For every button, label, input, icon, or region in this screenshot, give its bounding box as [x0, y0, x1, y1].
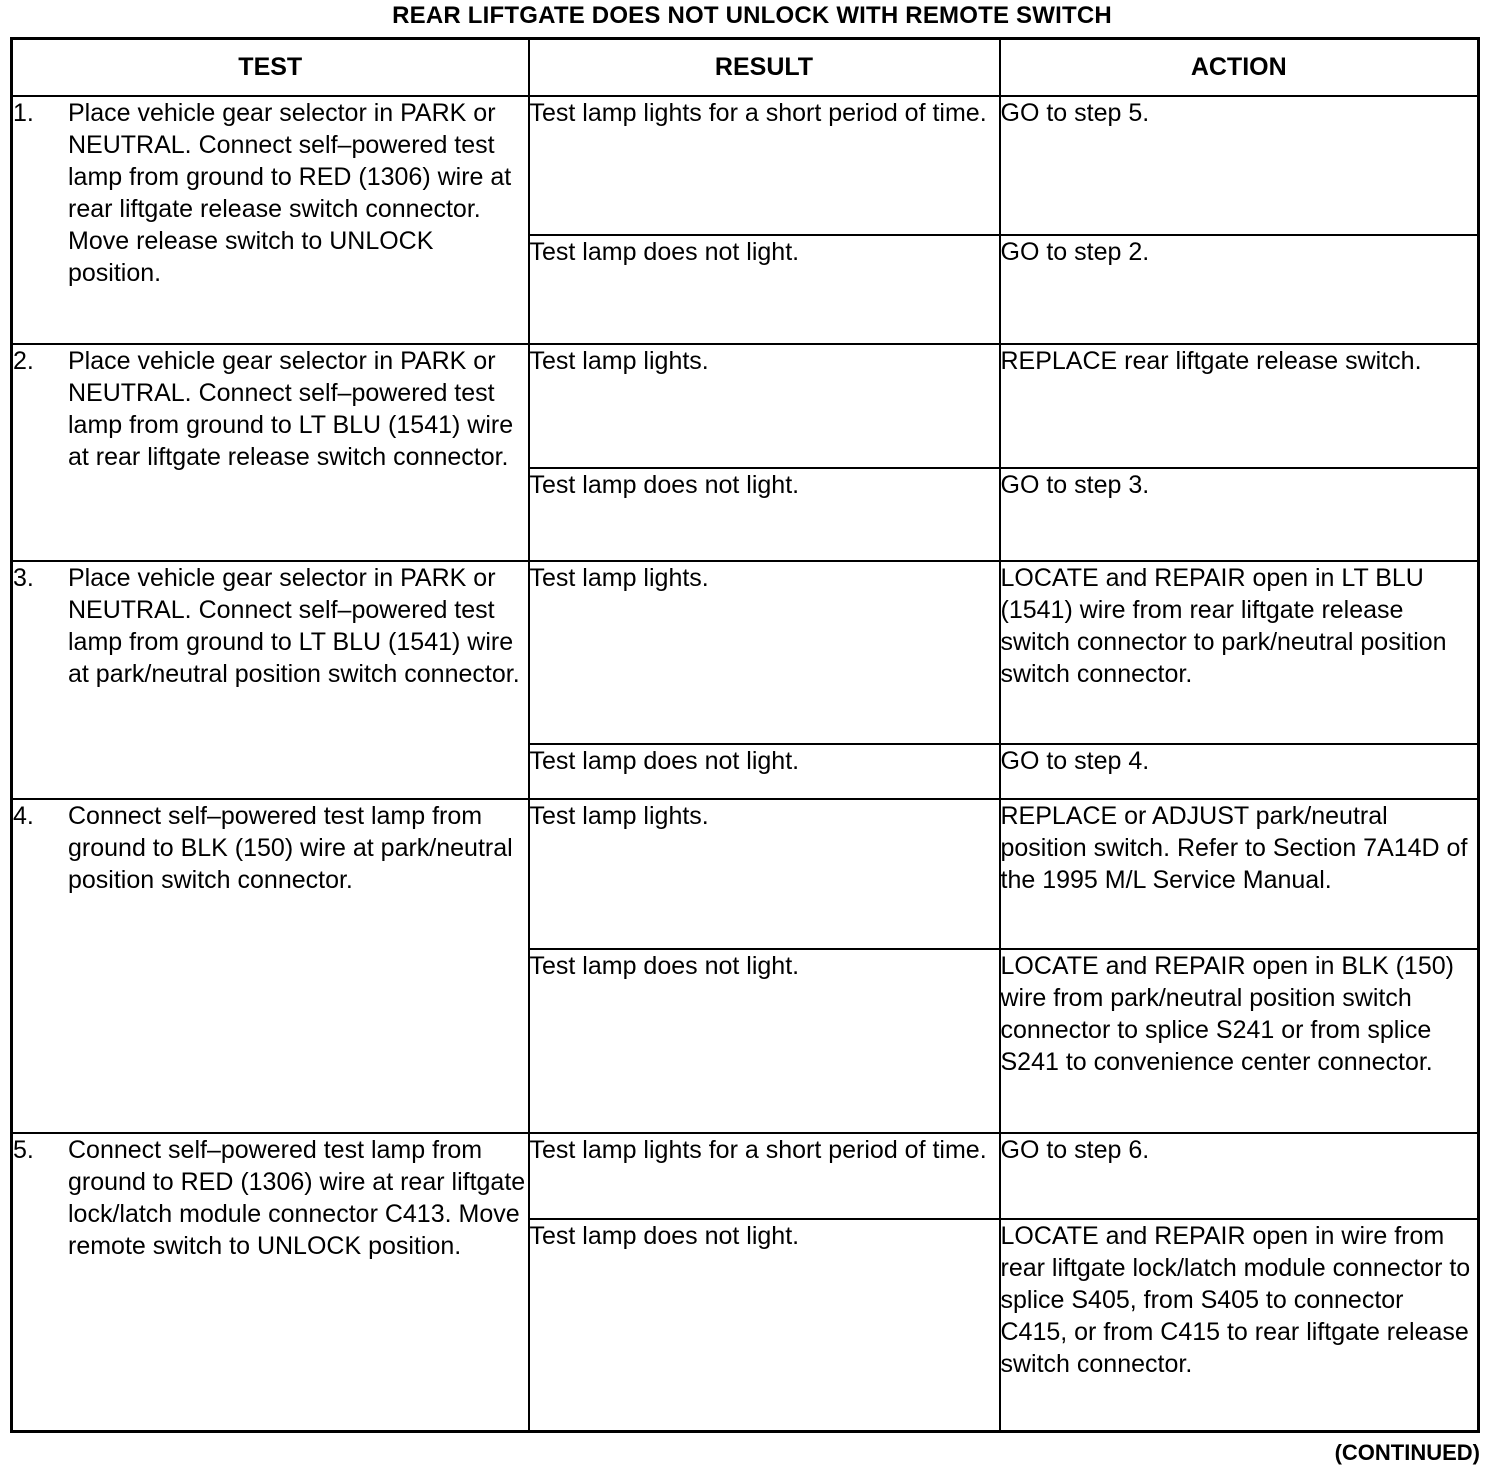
result-cell: Test lamp does not light. — [529, 468, 1000, 561]
action-cell: GO to step 5. — [1000, 96, 1479, 235]
step-number: 3. — [13, 563, 34, 592]
action-cell: REPLACE rear liftgate release switch. — [1000, 344, 1479, 468]
table-row — [12, 561, 1479, 744]
header-test: TEST — [12, 39, 529, 96]
action-cell: GO to step 3. — [1000, 468, 1479, 561]
action-cell: GO to step 4. — [1000, 744, 1479, 799]
table-row — [12, 96, 1479, 235]
action-cell: REPLACE or ADJUST park/neutral position switch. Refer to Section 7A14D of the 1995 M/L Service Manual. — [1000, 799, 1479, 949]
header-action: ACTION — [1000, 39, 1479, 96]
action-cell: LOCATE and REPAIR open in LT BLU (1541) wire from rear liftgate release switch connector to park/neutral position switch connector. — [1000, 561, 1479, 744]
table-row — [12, 344, 1479, 468]
test-text: Connect self–powered test lamp from ground to BLK (150) wire at park/neutral position switch connector. — [68, 801, 513, 894]
continued-label: (CONTINUED) — [1334, 1440, 1480, 1465]
table-row — [12, 1133, 1479, 1219]
page-title: REAR LIFTGATE DOES NOT UNLOCK WITH REMOTE SWITCH — [392, 2, 1112, 29]
test-text: Place vehicle gear selector in PARK or NEUTRAL. Connect self–powered test lamp from ground to LT BLU (1541) wire at park/neutral position switch connector. — [68, 563, 520, 688]
header-row — [12, 39, 1479, 96]
action-cell: GO to step 2. — [1000, 235, 1479, 344]
diagnostic-table — [10, 37, 1480, 1433]
result-cell: Test lamp lights. — [529, 799, 1000, 949]
result-cell: Test lamp does not light. — [529, 1219, 1000, 1432]
test-cell-step-1 — [12, 96, 529, 344]
test-text: Place vehicle gear selector in PARK or NEUTRAL. Connect self–powered test lamp from ground to LT BLU (1541) wire at rear liftgate release switch connector. — [68, 346, 514, 471]
result-cell: Test lamp does not light. — [529, 949, 1000, 1133]
result-cell: Test lamp does not light. — [529, 235, 1000, 344]
test-cell-step-5 — [12, 1133, 529, 1432]
result-cell: Test lamp lights. — [529, 344, 1000, 468]
step-number: 5. — [13, 1135, 34, 1164]
result-cell: Test lamp lights for a short period of time. — [529, 96, 1000, 235]
step-number: 1. — [13, 98, 34, 127]
step-number: 4. — [13, 801, 34, 830]
action-cell: GO to step 6. — [1000, 1133, 1479, 1219]
table-row — [12, 799, 1479, 949]
header-result: RESULT — [529, 39, 1000, 96]
test-text: Place vehicle gear selector in PARK or NEUTRAL. Connect self–powered test lamp from ground to RED (1306) wire at rear liftgate release switch connector. Move release switch to UNLOCK position. — [68, 98, 512, 287]
step-number: 2. — [13, 346, 34, 375]
test-cell-step-2 — [12, 344, 529, 561]
result-cell: Test lamp lights. — [529, 561, 1000, 744]
result-cell: Test lamp does not light. — [529, 744, 1000, 799]
test-text: Connect self–powered test lamp from ground to RED (1306) wire at rear liftgate lock/latch module connector C413. Move remote switch to UNLOCK position. — [68, 1135, 526, 1260]
test-cell-step-4 — [12, 799, 529, 1133]
action-cell: LOCATE and REPAIR open in BLK (150) wire from park/neutral position switch connector to splice S241 or from splice S241 to convenience center connector. — [1000, 949, 1479, 1133]
test-cell-step-3 — [12, 561, 529, 799]
action-cell: LOCATE and REPAIR open in wire from rear liftgate lock/latch module connector to splice S405, from S405 to connector C415, or from C415 to rear liftgate release switch connector. — [1000, 1219, 1479, 1432]
result-cell: Test lamp lights for a short period of time. — [529, 1133, 1000, 1219]
